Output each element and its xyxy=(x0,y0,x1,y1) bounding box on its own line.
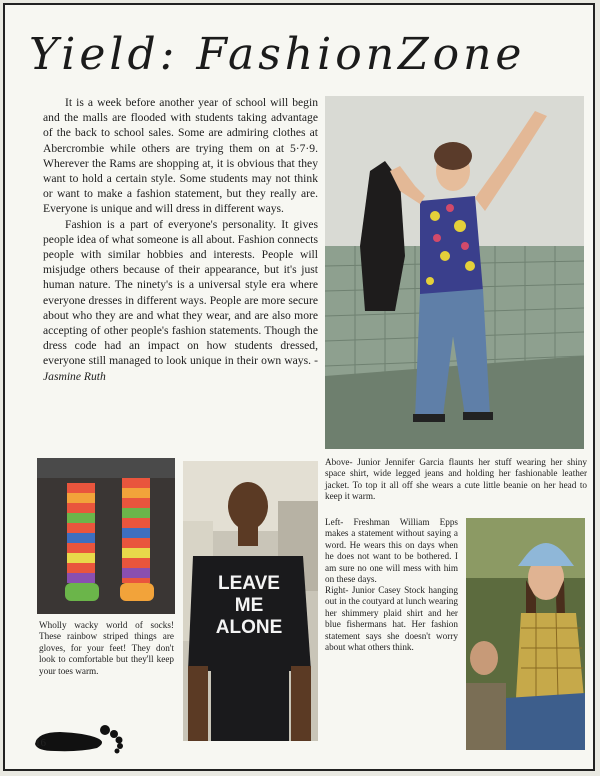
epps-photo-caption: Left- Freshman William Epps makes a statement without saying a word. He wears this on days when he does not want to be bothered. I am sure no one will mess with him on these days. xyxy=(325,517,458,585)
epps-photo xyxy=(183,461,318,741)
article-paragraph-2 xyxy=(43,217,318,384)
main-photo-illustration xyxy=(325,96,584,449)
main-photo xyxy=(325,96,584,449)
socks-photo xyxy=(37,458,175,614)
article-body xyxy=(43,95,318,384)
epps-illustration xyxy=(183,461,318,741)
stock-illustration xyxy=(466,518,585,750)
stock-photo-caption: Right- Junior Casey Stock hanging out in the coutyard at lunch wearing her shimmery plaid shirt and her blue fishermans hat. Her fashion statement says she doesn't worry about what others think. xyxy=(325,585,458,653)
socks-illustration xyxy=(37,458,175,614)
article-paragraph-1: It is a week before another year of school will begin and the malls are flooded with students taking advantage of the back to school sales. Some are admiring clothes at Abercrombie while others are trying them on at 5·7·9. Wherever the Rams are shopping at, it is obvious that they want to hold a certain style. Some students may not think or want to make a fashion statement, but they really are. Everyone is unique and will dress in different ways. xyxy=(43,96,318,216)
shirt-line-1: LEAVE xyxy=(218,573,280,594)
shirt-line-2: ME xyxy=(234,595,264,616)
page-number: 16 xyxy=(35,737,46,749)
main-photo-caption: Above- Junior Jennifer Garcia flaunts her stuff wearing her shiny space shirt, wide legged jeans and holding her fashionable leather jacket. To top it all off she wears a cute little beanie on her head to keep it warm. xyxy=(325,457,587,502)
yearbook-page xyxy=(3,3,595,771)
article-author: -Jasmine Ruth xyxy=(43,354,318,383)
article-paragraph-2-text: Fashion is a part of everyone's personality. It gives people idea of what someone is all about. Fashion connects people with similar hobbies and interests. People will misjudge others because of their appearance, but it's just human nature. The ninety's is a universal style era where everyone dresses in different ways. People are more secure about who they are and what they wear, and are also more accepting of other people's fashion statements. Though the dress code had an impact on how students dressed, everyone still managed to look unique in their own ways. xyxy=(43,217,318,368)
socks-photo-caption: Wholly wacky world of socks! These rainbow striped things are gloves, for your feet! They don't look to comfortable but they'll keep your toes warm. xyxy=(39,620,174,676)
shirt-line-3: ALONE xyxy=(215,617,283,638)
page-title: Yield: FashionZone xyxy=(29,29,526,80)
stock-photo xyxy=(466,518,585,750)
